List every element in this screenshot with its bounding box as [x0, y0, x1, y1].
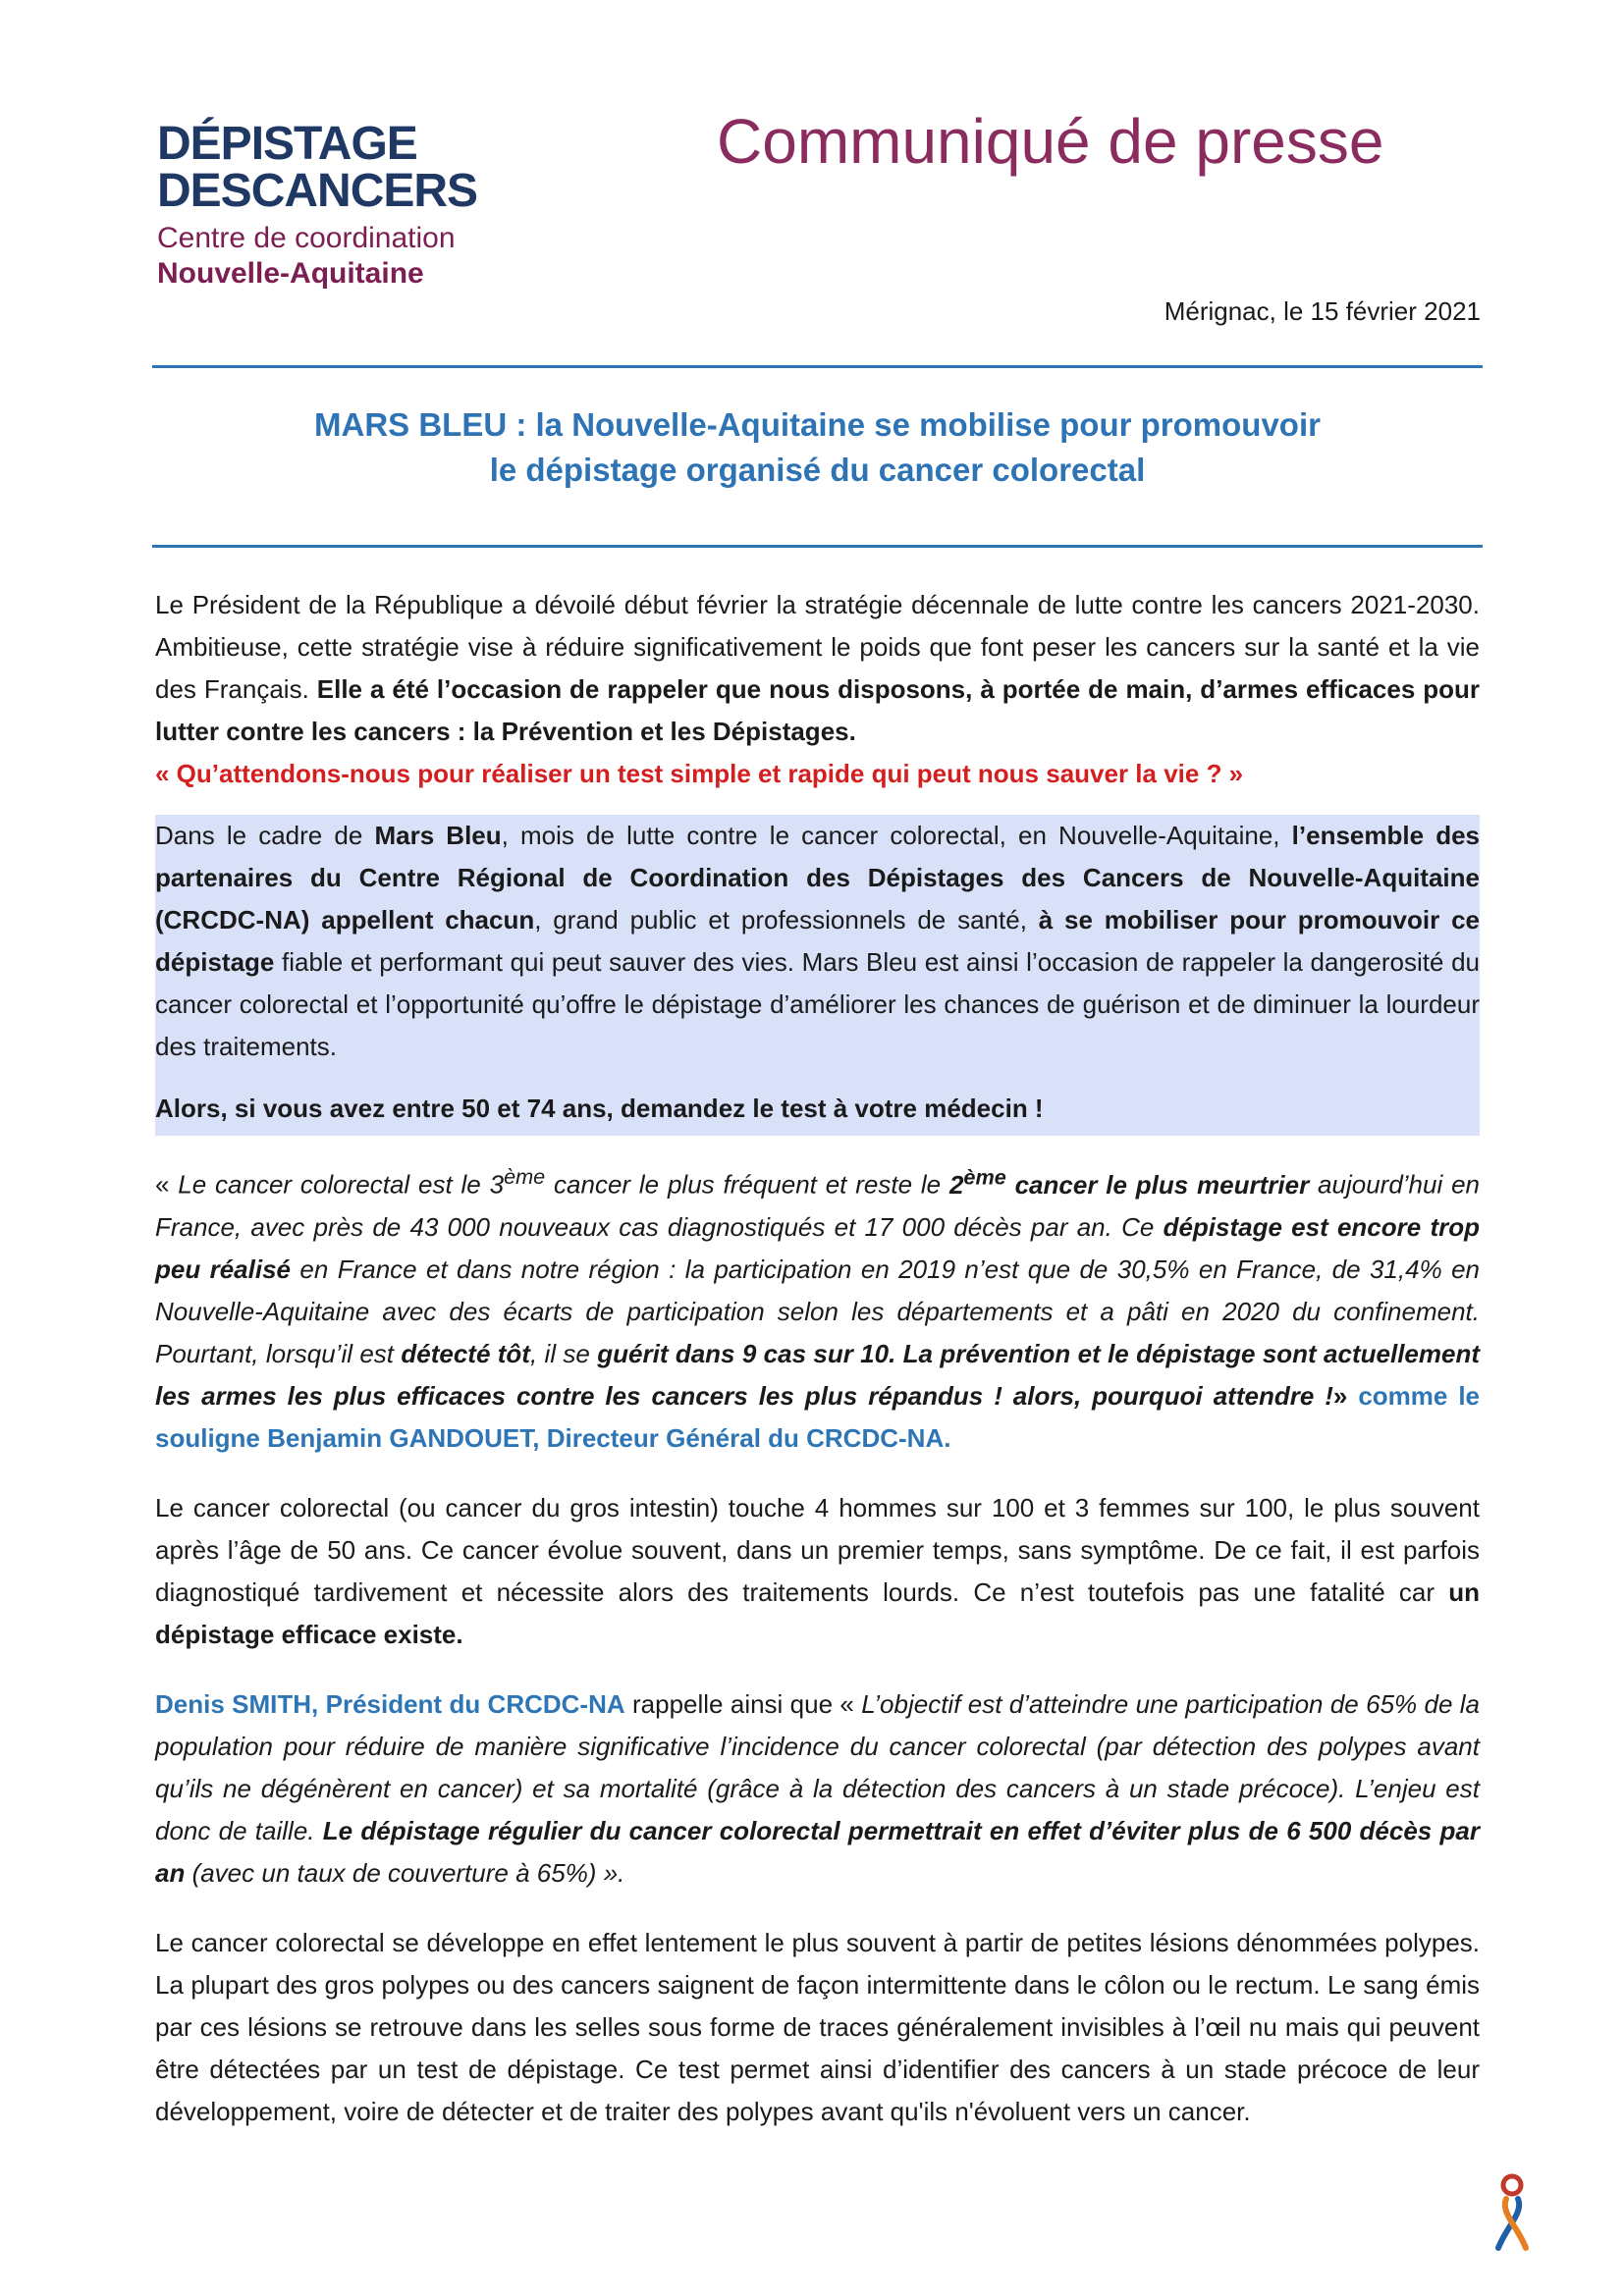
- ribbon-person-icon: [1489, 2173, 1536, 2257]
- press-release-title: Communiqué de presse: [717, 106, 1384, 177]
- q-bold-i: détecté tôt: [401, 1338, 530, 1368]
- pres-bold-d: Le dépistage régulier du cancer colorectal permettrait en effet d’éviter plus de 6 500 décès par an: [155, 1815, 1480, 1888]
- mb-text-e: , grand public et professionnels de santé,: [534, 905, 1039, 934]
- intro-text: Le Président de la République a dévoilé début février la stratégie décennale de lutte contre les cancers 2021-2030. Ambitieuse, cette stratégie vise à réduire significativement le poids que font peser les cancers sur la santé et la vie des Français.: [155, 590, 1480, 704]
- q-sup-2: ème: [963, 1164, 1006, 1189]
- logo-line-4: Nouvelle-Aquitaine: [157, 257, 424, 290]
- q-text-c: cancer le plus fréquent et reste le: [545, 1169, 949, 1200]
- intro-quote: « Qu’attendons-nous pour réaliser un test simple et rapide qui peut nous sauver la vie ? »: [155, 759, 1244, 788]
- intro-bold: Elle a été l’occasion de rappeler que nous disposons, à portée de main, d’armes efficaces pour lutter contre les cancers : la Prévention et les Dépistages.: [155, 674, 1481, 746]
- q-bold-g: dépistage est encore trop peu réalisé: [155, 1211, 1481, 1284]
- headline-line-2: le dépistage organisé du cancer colorectal: [489, 452, 1146, 488]
- paragraph-polyps: Le cancer colorectal se développe en effet lentement le plus souvent à partir de petites lésions dénommées polypes. La plupart des gros polypes ou des cancers saignent de façon intermittente dans le côlon ou le rectum. Le sang émis par ces lésions se retrouve dans les selles sous forme de traces généralement invisibles à l’œil nu mais qui peuvent être détectées par un test de dépistage. Ce test permet ainsi d’identifier des cancers à un stade précoce de leur développement, voire de détecter et de traiter des polypes avant qu'ils n'évoluent vers un cancer.: [155, 1927, 1480, 2126]
- q-text-f: aujourd’hui en France, avec près de 43 000 nouveaux cas diagnostiqués et 17 000 décès par an. Ce: [155, 1169, 1481, 1242]
- highlight-box: [155, 815, 1480, 1136]
- mb-text-c: , mois de lutte contre le cancer colorectal, en Nouvelle-Aquitaine,: [501, 821, 1292, 850]
- headline: [152, 402, 1483, 493]
- logo-line-1: DÉPISTAGE: [157, 118, 417, 170]
- q-bold-k: guérit dans 9 cas sur 10. La prévention et le dépistage sont actuellement les armes les plus efficaces contre les cancers les plus répandus ! alors, pourquoi attendre !: [155, 1338, 1480, 1411]
- logo-line-2: DESCANCERS: [157, 165, 478, 217]
- mb-text-g: fiable et performant qui peut sauver des vies. Mars Bleu est ainsi l’occasion de rappeler la dangerosité du cancer colorectal et l’opportunité qu’offre le dépistage d’améliorer les chances de guérison et de diminuer la lourdeur des traitements.: [155, 947, 1480, 1061]
- mb-bold-f: à se mobiliser pour promouvoir ce dépistage: [155, 905, 1480, 977]
- paragraph-quote-director: [155, 1155, 1480, 1460]
- date-line: Mérignac, le 15 février 2021: [1164, 296, 1481, 326]
- q-sup-1: ème: [504, 1164, 546, 1189]
- pres-text-e: (avec un taux de couverture à 65%) ».: [185, 1857, 625, 1888]
- facts-text: Le cancer colorectal (ou cancer du gros intestin) touche 4 hommes sur 100 et 3 femmes sur 100, le plus souvent après l’âge de 50 ans. Ce cancer évolue souvent, dans un premier temps, sans symptôme. De ce fait, il est parfois diagnostiqué tardivement et nécessite alors des traitements lourds. Ce n’est toutefois pas une fatalité car: [155, 1492, 1480, 1607]
- logo: [157, 118, 478, 292]
- pres-text-b: rappelle ainsi que «: [624, 1688, 862, 1719]
- president-name: Denis SMITH, Président du CRCDC-NA: [155, 1688, 625, 1719]
- pres-text-c: L’objectif est d’atteindre une participation de 65% de la population pour réduire de manière significative l’incidence du cancer colorectal (par détection des polypes avant qu’ils ne dégénèrent en cancer) et sa mortalité (grâce à la détection des cancers à un stade précoce). L’enjeu est donc de taille.: [155, 1688, 1480, 1845]
- paragraph-intro: [155, 584, 1480, 753]
- q-bold-d: 2: [948, 1169, 964, 1200]
- paragraph-mars-bleu: [155, 815, 1480, 1068]
- q-open: «: [155, 1169, 179, 1200]
- cta-text: Alors, si vous avez entre 50 et 74 ans, demandez le test à votre médecin !: [155, 1094, 1044, 1123]
- facts-bold: un dépistage efficace existe.: [155, 1576, 1480, 1649]
- q-text-b: Le cancer colorectal est le 3: [178, 1169, 505, 1200]
- headline-line-1: MARS BLEU : la Nouvelle-Aquitaine se mobilise pour promouvoir: [314, 406, 1321, 443]
- article-body: [155, 584, 1480, 2133]
- top-divider: [152, 365, 1483, 368]
- call-to-action: [155, 1088, 1480, 1136]
- paragraph-president: [155, 1683, 1480, 1895]
- headline-divider: [152, 545, 1483, 548]
- logo-line-3: Centre de coordination: [157, 222, 456, 254]
- mb-bold-d: l’ensemble des partenaires du Centre Régional de Coordination des Dépistages des Cancers de Nouvelle-Aquitaine (CRCDC-NA) appellent chacun: [155, 821, 1480, 934]
- q-close: »: [1332, 1380, 1359, 1411]
- paragraph-facts: [155, 1487, 1480, 1656]
- mb-bold-b: Mars Bleu: [374, 821, 502, 850]
- q-text-j: , il se: [529, 1338, 598, 1368]
- q-bold-e: cancer le plus meurtrier: [1005, 1169, 1310, 1200]
- mb-text-a: Dans le cadre de: [155, 821, 375, 850]
- q-attribution: comme le souligne Benjamin GANDOUET, Directeur Général du CRCDC-NA.: [155, 1380, 1481, 1453]
- q-text-h: en France et dans notre région : la participation en 2019 n’est que de 30,5% en France, de 31,4% en Nouvelle-Aquitaine avec des écarts de participation selon les départements et a pâti en 2020 du confinement. Pourtant, lorsqu’il est: [155, 1254, 1480, 1368]
